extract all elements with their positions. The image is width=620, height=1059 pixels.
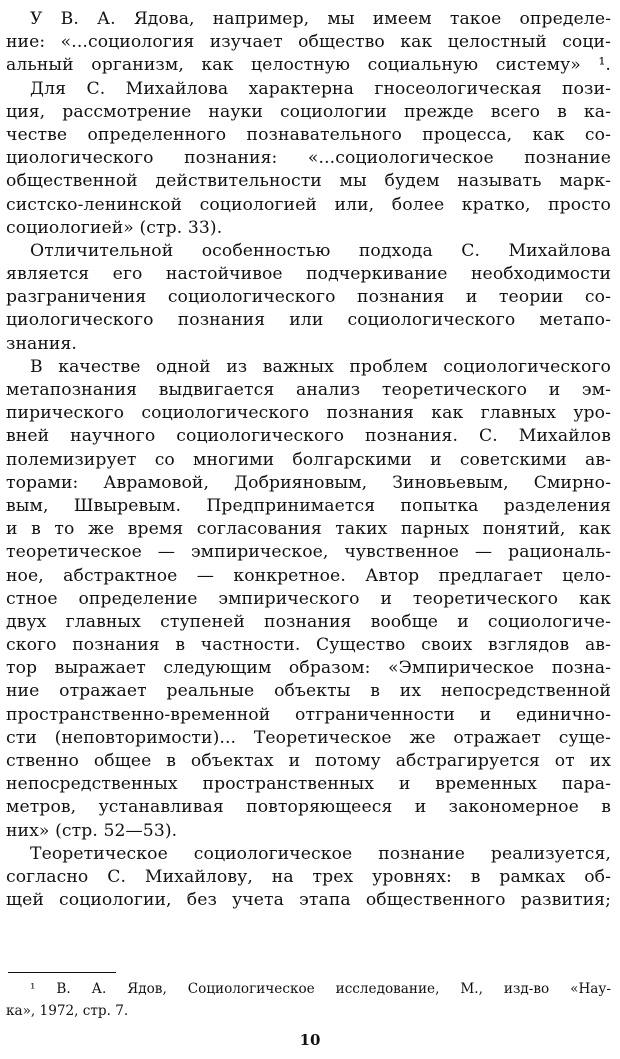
text-line: непосредственных пространственных и временных пара-	[6, 774, 611, 795]
text-line: метапознания выдвигается анализ теоретического и эм-	[6, 380, 611, 400]
text-line: ние: «...социология изучает общество как целостный соци-	[6, 32, 611, 53]
text-line: них» (стр. 52—53).	[6, 820, 178, 841]
text-line: щей социологии, без учета этапа общественного развития;	[6, 890, 611, 911]
text-line: и в то же время согласования таких парных понятий, как	[6, 519, 611, 540]
text-line: вней научного социологического познания. С. Михайлов	[6, 426, 611, 447]
text-line: честве определенного познавательного процесса, как со-	[6, 124, 611, 145]
text-line: разграничения социологического познания и теории со-	[6, 287, 611, 308]
footnote-line: ка», 1972, стр. 7.	[6, 1003, 129, 1019]
text-line: полемизирует со многими болгарскими и советскими ав-	[6, 449, 611, 470]
text-line: ция, рассмотрение науки социологии прежде всего в ка-	[6, 101, 611, 122]
text-line: ное, абстрактное — конкретное. Автор предлагает цело-	[6, 565, 611, 586]
text-line: знания.	[6, 333, 77, 354]
text-line: метров, устанавливая повторяющееся и закономерное в	[6, 797, 611, 818]
text-line: Теоретическое социологическое познание реализуется,	[30, 843, 611, 864]
text-line: пространственно-временной отграниченности и единичнo-	[6, 704, 611, 725]
text-line: является его настойчивое подчеркивание необходимости	[6, 264, 611, 285]
text-line: В качестве одной из важных проблем социологического	[30, 356, 611, 377]
footnote	[6, 978, 611, 1022]
text-line: циологического познания: «...социологическое познание	[6, 148, 611, 169]
text-line: тор выражает следующим образом: «Эмпирическое позна-	[6, 658, 611, 679]
text-line: вым, Швыревым. Предпринимается попытка разделения	[6, 495, 611, 516]
text-line: ственно общее в объектах и потому абстрагируется от их	[6, 751, 611, 771]
text-line: социологией» (стр. 33).	[6, 217, 223, 238]
text-line: ние отражает реальные объекты в их непосредственной	[6, 681, 611, 702]
page-body	[6, 8, 611, 912]
text-line: циологического познания или социологического метапо-	[6, 310, 611, 331]
text-line: систско-ленинской социологией или, более кратко, просто	[6, 194, 611, 215]
text-line: согласно С. Михайлову, на трех уровнях: в рамках об-	[6, 866, 611, 887]
text-line: торами: Аврамовой, Добрияновым, Зиновьевым, Смирно-	[6, 472, 611, 493]
footnote-line: ¹ В. А. Ядов, Социологическое исследование, М., изд-во «Нау-	[30, 981, 611, 997]
text-line: стное определение эмпирического и теоретического как	[6, 588, 611, 609]
text-line: теоретическое — эмпирическое, чувственное — рациональ-	[6, 542, 611, 563]
text-line: альный организм, как целостную социальную систему» ¹.	[6, 55, 611, 76]
text-line: Для С. Михайлова характерна гносеологическая пози-	[30, 78, 611, 99]
text-line: Отличительной особенностью подхода С. Михайлова	[30, 240, 611, 261]
text-line: общественной действительности мы будем называть марк-	[6, 171, 611, 192]
text-line: пирического социологического познания как главных уро-	[6, 403, 611, 424]
footnote-divider	[8, 972, 116, 973]
text-line: У В. А. Ядова, например, мы имеем такое определе-	[30, 9, 611, 29]
page-number: 10	[299, 1031, 321, 1049]
text-line: ского познания в частности. Существо своих взглядов ав-	[6, 635, 611, 656]
text-line: сти (неповторимости)... Теоретическое же отражает суще-	[6, 727, 611, 748]
text-line: двух главных ступеней познания вообще и социологиче-	[6, 611, 611, 632]
